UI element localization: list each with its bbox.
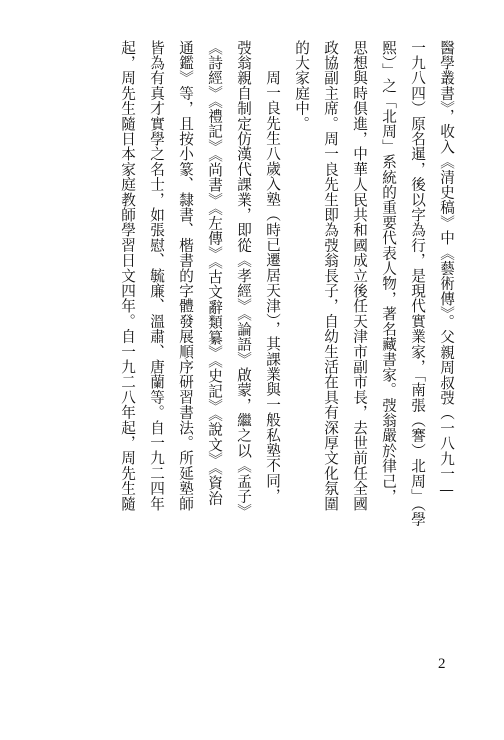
text-line-7: 周一良先生八歲入塾（時已遷居天津），其課業與一般私塾不同，: [264, 70, 281, 504]
text-line-4: 思想與時俱進，中華人民共和國成立後任天津市副市長，去世前任全國: [351, 40, 368, 512]
text-line-11: 皆為有真才實學之名士，如張慰、毓廉、溫肅、唐蘭等。自一九二四年: [148, 40, 165, 512]
text-line-1: 醫學叢書》，收入《清史稿》中《藝術傳》。父親周叔弢（一八九一—: [438, 40, 455, 499]
text-line-6: 的大家庭中。: [293, 40, 310, 132]
text-line-9: 《詩經》《禮記》《尚書》《左傳》《古文辭類纂》《史記》《說文》《資治: [206, 40, 223, 506]
text-line-8: 弢翁親自制定仿漢代課業，即從《孝經》《論語》啟蒙，繼之以《孟子》: [235, 40, 252, 520]
text-line-3: 熙）」之「北周」系統的重要代表人物，著名藏書家。弢翁嚴於律己，: [380, 40, 397, 504]
page-number: 2: [438, 656, 446, 672]
text-line-10: 通鑑》等，且按小篆、隸書、楷書的字體發展順序研習書法。所延塾師: [177, 40, 194, 512]
body-text: [118, 40, 458, 600]
text-line-12: 起，周先生隨日本家庭教師學習日文四年。自一九二八年起，周先生隨: [119, 40, 136, 512]
text-line-5: 政協副主席。周一良先生即為弢翁長子，自幼生活在具有深厚文化氛圍: [322, 40, 339, 512]
text-line-2: 一九八四）原名暹，後以字為行，是現代實業家，「南張（謇）北周」（學: [409, 40, 426, 527]
